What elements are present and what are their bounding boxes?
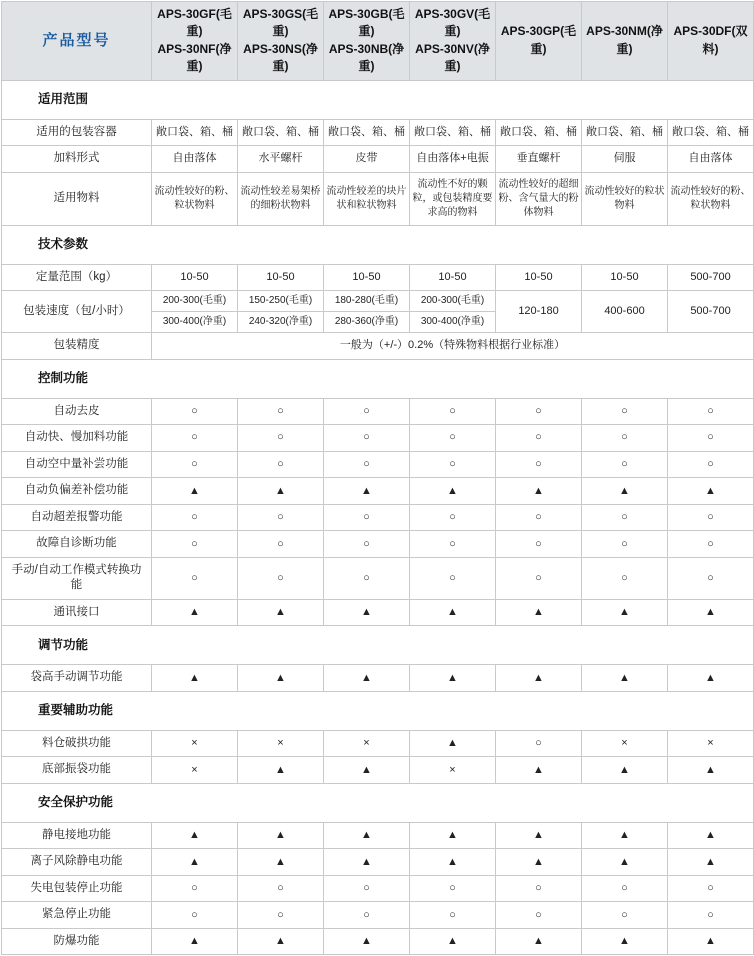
data-cell: 280-360(净重) [324,312,410,333]
data-cell: ▲ [238,822,324,849]
product-spec-table [1,1,754,955]
data-cell: ▲ [238,478,324,505]
data-cell: 流动性不好的颗粒，或包装精度要求高的物料 [410,172,496,225]
data-cell: ▲ [152,822,238,849]
data-cell: ○ [324,425,410,452]
data-cell: ○ [668,425,754,452]
data-cell: ○ [410,425,496,452]
data-cell: ▲ [496,599,582,626]
table-row [2,146,754,173]
data-cell: × [152,730,238,757]
data-cell: ○ [324,451,410,478]
section-title: 技术参数 [2,225,754,264]
data-cell: ▲ [238,928,324,955]
data-cell: ▲ [324,478,410,505]
table-row [2,849,754,876]
table-row [2,504,754,531]
data-cell: ▲ [410,730,496,757]
data-cell: ▲ [238,849,324,876]
data-cell: ○ [152,425,238,452]
data-cell: ○ [152,875,238,902]
data-cell: ▲ [496,757,582,784]
row-label: 适用的包装容器 [2,119,152,146]
data-cell: ○ [582,531,668,558]
data-cell: ▲ [324,849,410,876]
data-cell: ○ [238,504,324,531]
data-cell: 敞口袋、箱、桶 [582,119,668,146]
data-cell: ▲ [668,665,754,692]
data-cell: ▲ [668,849,754,876]
table-row [2,928,754,955]
data-cell: 10-50 [152,264,238,291]
data-cell: ○ [668,531,754,558]
row-label: 适用物料 [2,172,152,225]
data-cell: 流动性较好的粒状物料 [582,172,668,225]
data-cell: ▲ [668,757,754,784]
data-cell: 10-50 [496,264,582,291]
data-cell: 流动性较好的粉、粒状物料 [668,172,754,225]
data-cell: ▲ [152,665,238,692]
data-cell: 自由落体+电振 [410,146,496,173]
row-label: 加料形式 [2,146,152,173]
data-cell: ▲ [410,599,496,626]
data-cell: ▲ [410,928,496,955]
data-cell: 垂直螺杆 [496,146,582,173]
section-row [2,80,754,119]
row-label: 自动空中量补尝功能 [2,451,152,478]
data-cell: 10-50 [238,264,324,291]
table-title: 产品型号 [2,2,152,81]
data-cell: ▲ [152,478,238,505]
data-cell: ○ [668,504,754,531]
data-cell: 10-50 [410,264,496,291]
data-cell: ○ [324,398,410,425]
data-cell: ▲ [410,478,496,505]
data-cell: ▲ [582,822,668,849]
data-cell: ▲ [324,757,410,784]
data-cell: ▲ [582,665,668,692]
table-row [2,119,754,146]
data-cell: ▲ [668,599,754,626]
data-cell: ○ [496,902,582,929]
data-cell: 敞口袋、箱、桶 [152,119,238,146]
data-cell: ○ [238,451,324,478]
table-row [2,451,754,478]
data-cell: ○ [582,425,668,452]
data-cell: ▲ [410,665,496,692]
data-cell: 200-300(毛重) [410,291,496,312]
section-title: 调节功能 [2,626,754,665]
row-label: 自动负偏差补偿功能 [2,478,152,505]
data-cell: ○ [496,451,582,478]
data-cell: ▲ [410,822,496,849]
data-cell: ▲ [582,478,668,505]
data-cell: 流动性较好的超细粉、含气量大的粉体物料 [496,172,582,225]
row-label: 自动去皮 [2,398,152,425]
data-cell: ○ [410,531,496,558]
row-label: 通讯接口 [2,599,152,626]
data-cell: × [668,730,754,757]
data-cell: ○ [238,557,324,599]
data-cell: ▲ [152,928,238,955]
data-cell: ○ [582,398,668,425]
data-cell: 150-250(毛重) [238,291,324,312]
table-row [2,557,754,599]
data-cell: 皮带 [324,146,410,173]
model-header-1: APS-30GS(毛重) APS-30NS(净重) [238,2,324,81]
section-row [2,783,754,822]
data-cell: ▲ [496,928,582,955]
data-cell: 300-400(净重) [152,312,238,333]
data-cell: ○ [238,425,324,452]
row-label: 离子风除静电功能 [2,849,152,876]
model-header-2: APS-30GB(毛重) APS-30NB(净重) [324,2,410,81]
data-cell-merged: 一般为（+/-）0.2%（特殊物料根据行业标准） [152,333,754,360]
data-cell: ▲ [496,478,582,505]
data-cell: ○ [324,902,410,929]
table-row [2,291,754,312]
data-cell: 自由落体 [668,146,754,173]
data-cell: ▲ [238,757,324,784]
table-body [2,2,754,955]
data-cell: ○ [152,398,238,425]
table-row [2,757,754,784]
data-cell: ○ [152,504,238,531]
table-row [2,902,754,929]
row-label: 包装精度 [2,333,152,360]
table-row [2,822,754,849]
section-title: 控制功能 [2,359,754,398]
data-cell: ○ [668,557,754,599]
data-cell: ▲ [582,928,668,955]
data-cell: 流动性较差易架桥的细粉状物料 [238,172,324,225]
model-header-0: APS-30GF(毛重) APS-30NF(净重) [152,2,238,81]
table-row [2,264,754,291]
data-cell: ○ [410,902,496,929]
data-cell: ○ [238,902,324,929]
row-label: 静电接地功能 [2,822,152,849]
data-cell: ○ [582,902,668,929]
data-cell: 敞口袋、箱、桶 [496,119,582,146]
data-cell: 500-700 [668,291,754,333]
row-label: 故障自诊断功能 [2,531,152,558]
data-cell: ▲ [496,822,582,849]
data-cell: ○ [496,504,582,531]
data-cell: 240-320(净重) [238,312,324,333]
data-cell: ▲ [152,849,238,876]
data-cell: ▲ [496,849,582,876]
data-cell: ○ [152,531,238,558]
data-cell: ○ [582,557,668,599]
section-row [2,225,754,264]
data-cell: ○ [496,531,582,558]
data-cell: ○ [152,557,238,599]
data-cell: 流动性较好的粉、粒状物料 [152,172,238,225]
model-header-5: APS-30NM(净重) [582,2,668,81]
data-cell: ○ [410,398,496,425]
data-cell: 500-700 [668,264,754,291]
data-cell: ○ [496,398,582,425]
row-label: 自动超差报警功能 [2,504,152,531]
data-cell: 10-50 [582,264,668,291]
data-cell: 自由落体 [152,146,238,173]
data-cell: × [238,730,324,757]
data-cell: 300-400(净重) [410,312,496,333]
data-cell: ○ [238,398,324,425]
row-label: 手动/自动工作模式转换功能 [2,557,152,599]
data-cell: ○ [496,557,582,599]
section-title: 适用范围 [2,80,754,119]
row-label: 底部振袋功能 [2,757,152,784]
table-row [2,730,754,757]
data-cell: ○ [410,557,496,599]
data-cell: ▲ [324,928,410,955]
model-header-6: APS-30DF(双料) [668,2,754,81]
data-cell: ○ [668,902,754,929]
data-cell: ▲ [496,665,582,692]
data-cell: ○ [238,875,324,902]
data-cell: × [324,730,410,757]
row-label: 袋高手动调节功能 [2,665,152,692]
data-cell: 水平螺杆 [238,146,324,173]
model-header-4: APS-30GP(毛重) [496,2,582,81]
table-row [2,478,754,505]
row-label: 防爆功能 [2,928,152,955]
data-cell: 120-180 [496,291,582,333]
table-row [2,599,754,626]
data-cell: 敞口袋、箱、桶 [324,119,410,146]
data-cell: ○ [496,875,582,902]
data-cell: ▲ [324,665,410,692]
data-cell: ▲ [582,849,668,876]
data-cell: 180-280(毛重) [324,291,410,312]
data-cell: ○ [496,730,582,757]
data-cell: ○ [324,504,410,531]
data-cell: ○ [152,451,238,478]
data-cell: ▲ [238,599,324,626]
data-cell: ▲ [582,599,668,626]
data-cell: ○ [582,451,668,478]
data-cell: ○ [324,875,410,902]
table-row [2,665,754,692]
data-cell: ▲ [582,757,668,784]
section-title: 重要辅助功能 [2,691,754,730]
table-row [2,425,754,452]
data-cell: ▲ [410,849,496,876]
data-cell: ○ [582,504,668,531]
section-title: 安全保护功能 [2,783,754,822]
section-row [2,359,754,398]
table-header-row [2,2,754,81]
data-cell: ▲ [238,665,324,692]
data-cell: ○ [238,531,324,558]
data-cell: ○ [324,531,410,558]
table-row [2,333,754,360]
data-cell: × [152,757,238,784]
data-cell: ○ [410,451,496,478]
data-cell: 200-300(毛重) [152,291,238,312]
data-cell: ○ [668,398,754,425]
data-cell: × [582,730,668,757]
data-cell: ○ [410,875,496,902]
data-cell: ▲ [324,822,410,849]
data-cell: ○ [410,504,496,531]
section-row [2,691,754,730]
row-label: 包装速度（包/小时） [2,291,152,333]
data-cell: 伺服 [582,146,668,173]
data-cell: ▲ [668,928,754,955]
data-cell: 敞口袋、箱、桶 [668,119,754,146]
data-cell: ○ [496,425,582,452]
data-cell: 敞口袋、箱、桶 [238,119,324,146]
data-cell: 10-50 [324,264,410,291]
data-cell: ▲ [668,822,754,849]
data-cell: ○ [582,875,668,902]
row-label: 料仓破拱功能 [2,730,152,757]
model-header-3: APS-30GV(毛重) APS-30NV(净重) [410,2,496,81]
row-label: 失电包装停止功能 [2,875,152,902]
row-label: 自动快、慢加料功能 [2,425,152,452]
data-cell: ○ [668,875,754,902]
data-cell: ▲ [324,599,410,626]
data-cell: ▲ [152,599,238,626]
row-label: 紧急停止功能 [2,902,152,929]
row-label: 定量范围（kg） [2,264,152,291]
data-cell: 敞口袋、箱、桶 [410,119,496,146]
data-cell: 400-600 [582,291,668,333]
data-cell: ○ [668,451,754,478]
data-cell: ○ [152,902,238,929]
data-cell: 流动性较差的块片状和粒状物料 [324,172,410,225]
table-row [2,531,754,558]
table-row [2,875,754,902]
data-cell: × [410,757,496,784]
data-cell: ▲ [668,478,754,505]
table-row [2,172,754,225]
table-row [2,398,754,425]
section-row [2,626,754,665]
data-cell: ○ [324,557,410,599]
